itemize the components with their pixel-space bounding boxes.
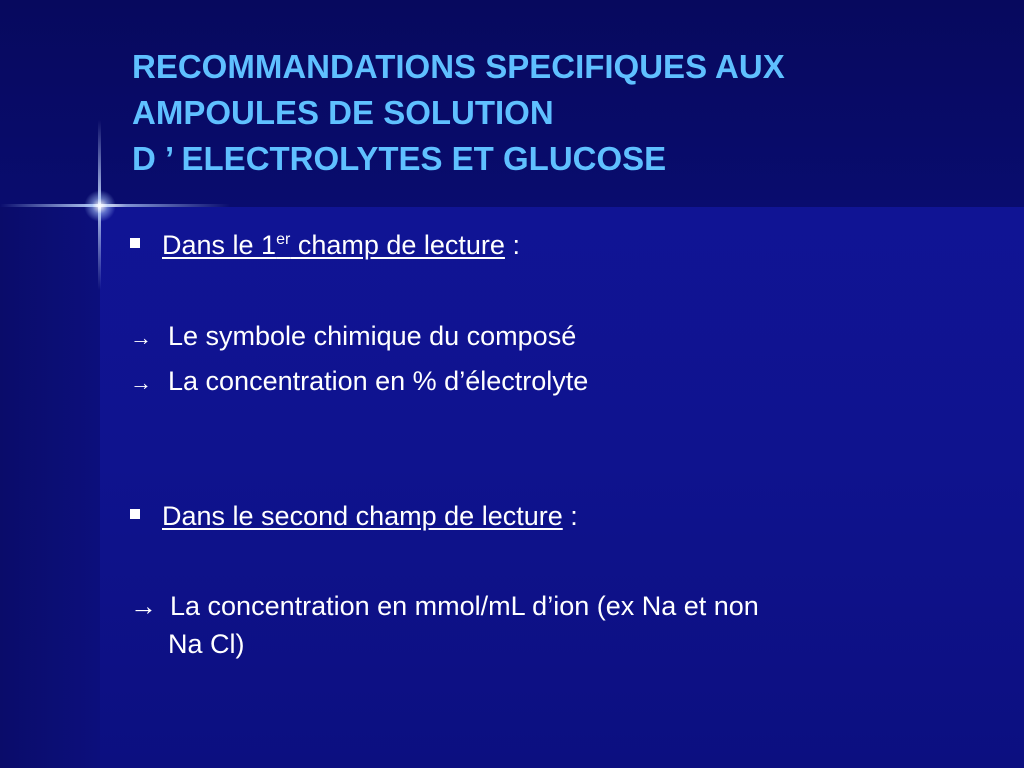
arrow-right-icon: → bbox=[130, 325, 152, 350]
section-1-heading-sup: er bbox=[276, 231, 291, 248]
section-2-heading-text: Dans le second champ de lecture bbox=[162, 501, 563, 531]
arrow-right-icon: → bbox=[130, 370, 152, 395]
list-item bbox=[130, 588, 759, 624]
section-1-heading-prefix: Dans le 1 bbox=[162, 230, 277, 260]
title-line-1: RECOMMANDATIONS SPECIFIQUES AUX bbox=[132, 48, 785, 85]
list-item-text-line-1: La concentration en mmol/mL d’ion (ex Na et non bbox=[170, 591, 759, 621]
section-1-heading bbox=[130, 227, 520, 263]
arrow-right-icon: → bbox=[130, 591, 157, 621]
section-1-heading-colon: : bbox=[504, 230, 520, 260]
list-item-text-line-2: Na Cl) bbox=[168, 629, 245, 659]
section-1-heading-text bbox=[162, 230, 505, 260]
list-item-text: Le symbole chimique du composé bbox=[168, 321, 577, 351]
square-bullet-icon bbox=[130, 509, 140, 519]
section-1-heading-suffix: champ de lecture bbox=[290, 230, 505, 260]
list-item-continuation bbox=[168, 626, 245, 662]
list-item bbox=[130, 318, 576, 356]
title-line-3: D ’ ELECTROLYTES ET GLUCOSE bbox=[132, 140, 667, 177]
list-item-text: La concentration en % d’électrolyte bbox=[168, 366, 589, 396]
list-item bbox=[130, 363, 588, 401]
section-2-heading bbox=[130, 498, 578, 534]
section-2-heading-colon: : bbox=[562, 501, 578, 531]
title-line-2: AMPOULES DE SOLUTION bbox=[132, 94, 554, 131]
square-bullet-icon bbox=[130, 238, 140, 248]
